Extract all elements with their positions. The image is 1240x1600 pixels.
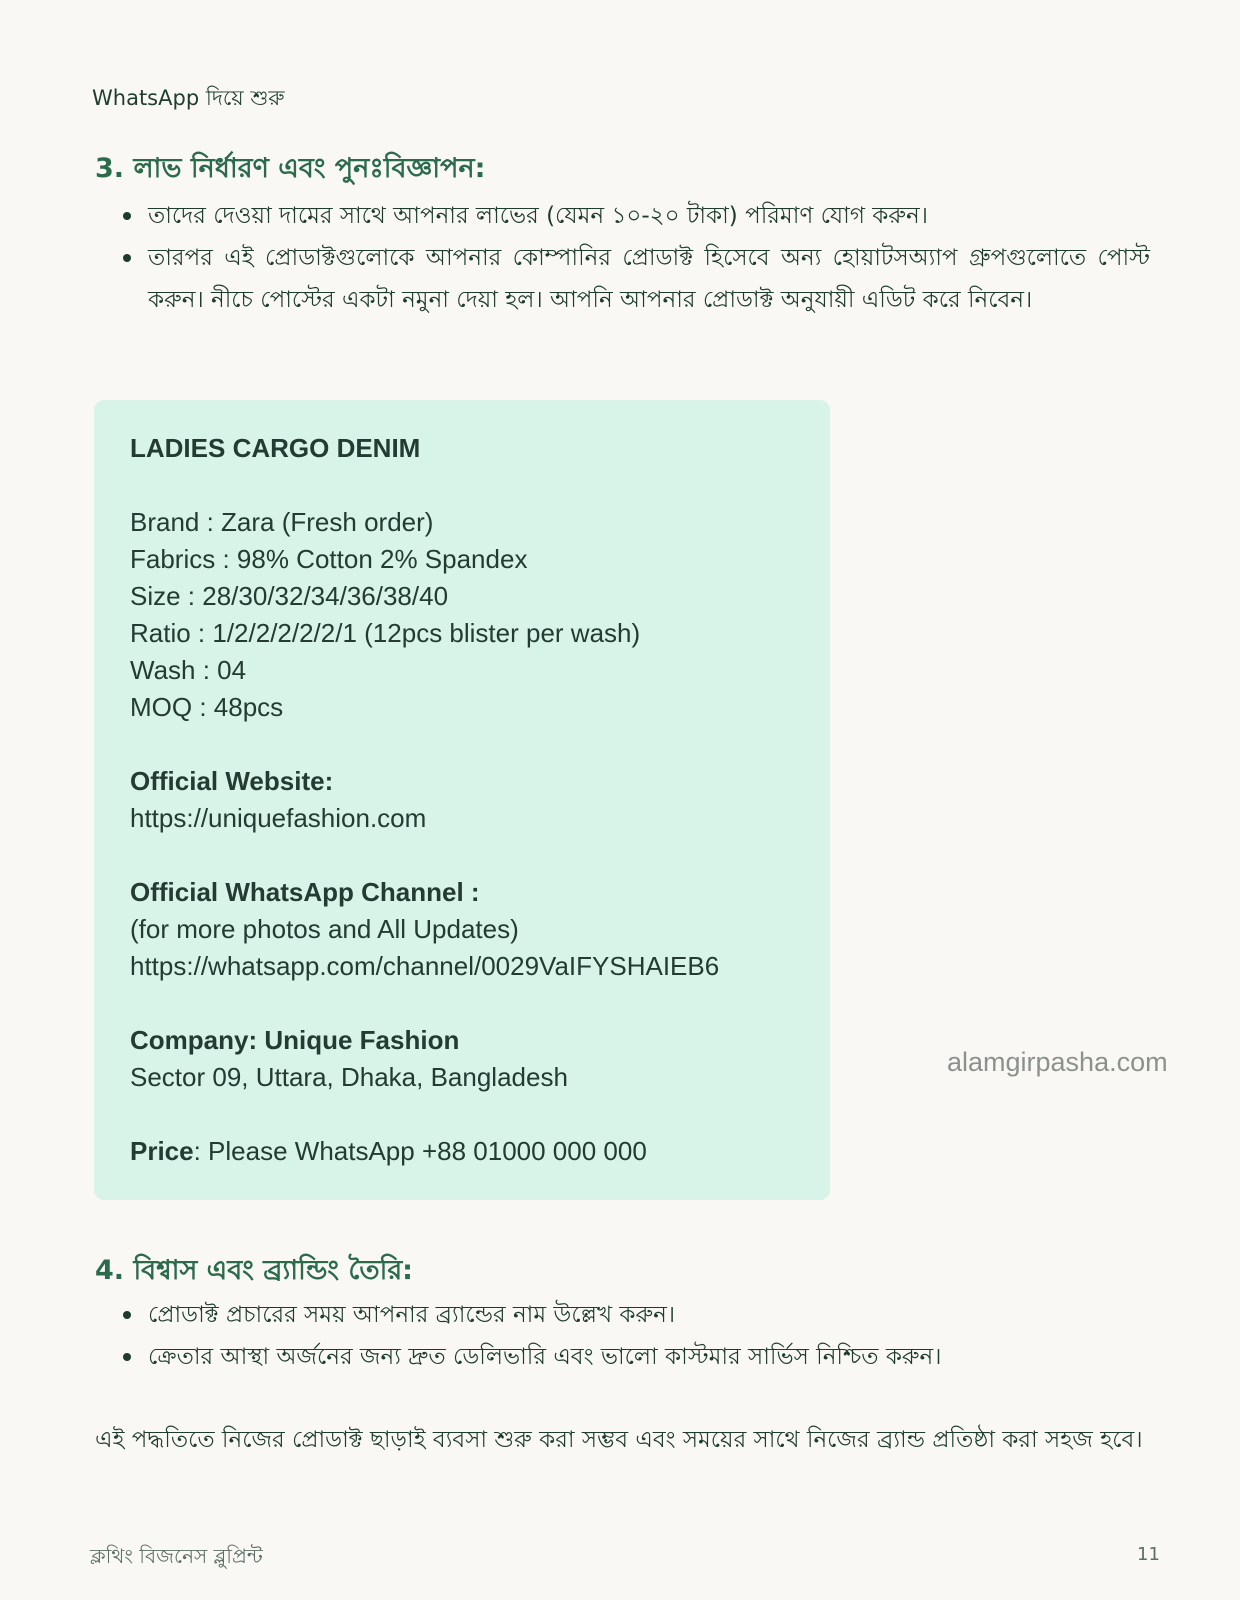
channel-note: (for more photos and All Updates)	[130, 914, 519, 944]
section-4-heading: 4. বিশ্বাস এবং ব্র্যান্ডিং তৈরি:	[95, 1255, 413, 1286]
section-3-bullets	[115, 195, 1150, 321]
section-3-heading: 3. লাভ নির্ধারণ এবং পুনঃবিজ্ঞাপন:	[95, 153, 486, 184]
post-moq: MOQ : 48pcs	[130, 692, 284, 722]
list-item: তারপর এই প্রোডাক্টগুলোকে আপনার কোম্পানির প্রোডাক্ট হিসেবে অন্য হোয়াটসঅ্যাপ গ্রুপগুলোতে পোস্ট করুন। নীচে পোস্টের একটা নমুনা দেয়া হল। আপনি আপনার প্রোডাক্ট অনুযায়ী এডিট করে নিবেন।	[115, 237, 1150, 321]
watermark: alamgirpasha.com	[947, 1047, 1168, 1077]
sample-post-card	[94, 400, 830, 1200]
closing-paragraph: এই পদ্ধতিতে নিজের প্রোডাক্ট ছাড়াই ব্যবসা শুরু করা সম্ভব এবং সময়ের সাথে নিজের ব্র্যান্ড প্রতিষ্ঠা করা সহজ হবে।	[95, 1427, 1143, 1453]
post-size: Size : 28/30/32/34/36/38/40	[130, 581, 449, 611]
post-brand: Brand : Zara (Fresh order)	[130, 507, 434, 537]
price-text: : Please WhatsApp +88 01000 000 000	[193, 1136, 647, 1166]
channel-label: Official WhatsApp Channel :	[130, 877, 480, 907]
page-number: 11	[1137, 1544, 1160, 1565]
channel-url: https://whatsapp.com/channel/0029VaIFYSHAIEB6	[130, 951, 720, 981]
post-ratio: Ratio : 1/2/2/2/2/2/1 (12pcs blister per wash)	[130, 618, 641, 648]
running-header: WhatsApp দিয়ে শুরু	[92, 86, 285, 110]
website-url: https://uniquefashion.com	[130, 803, 427, 833]
footer-title: ক্লথিং বিজনেস ব্লুপ্রিন্ট	[90, 1544, 263, 1568]
list-item: প্রোডাক্ট প্রচারের সময় আপনার ব্র্যান্ডের নাম উল্লেখ করুন।	[115, 1294, 1150, 1336]
price-line	[130, 1133, 794, 1170]
website-label: Official Website:	[130, 766, 334, 796]
price-label: Price	[130, 1136, 194, 1166]
post-fabrics: Fabrics : 98% Cotton 2% Spandex	[130, 544, 528, 574]
post-wash: Wash : 04	[130, 655, 247, 685]
post-title: LADIES CARGO DENIM	[130, 433, 421, 463]
section-4-bullets	[115, 1294, 1150, 1378]
company-label: Company: Unique Fashion	[130, 1025, 460, 1055]
list-item: তাদের দেওয়া দামের সাথে আপনার লাভের (যেমন ১০-২০ টাকা) পরিমাণ যোগ করুন।	[115, 195, 1150, 237]
list-item: ক্রেতার আস্থা অর্জনের জন্য দ্রুত ডেলিভারি এবং ভালো কাস্টমার সার্ভিস নিশ্চিত করুন।	[115, 1336, 1150, 1378]
company-address: Sector 09, Uttara, Dhaka, Bangladesh	[130, 1062, 568, 1092]
